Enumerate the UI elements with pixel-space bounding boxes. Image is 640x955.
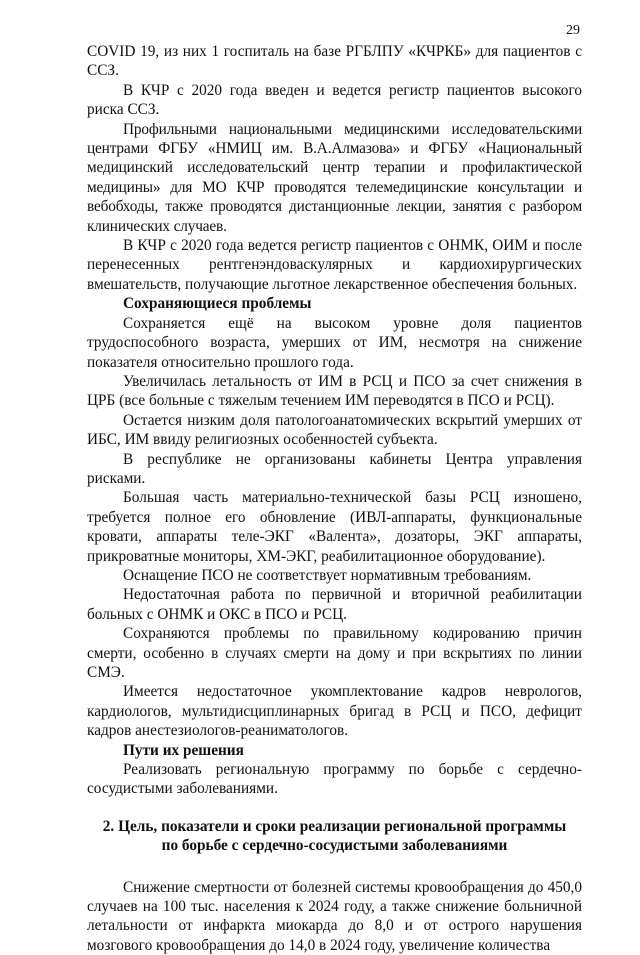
section-title-line: по борьбе с сердечно-сосудистыми заболеваниями: [161, 837, 508, 855]
page-number: 29: [566, 23, 580, 38]
solutions-heading: Пути их решения: [123, 741, 244, 759]
problems-heading: Сохраняющиеся проблемы: [123, 295, 312, 313]
section-paragraph: Снижение смертности от болезней системы кровообращения до 450,0 случаев на 100 тыс. населения к 2024 году, а также снижение больничной летальности от инфаркта миокарда до 8,0 и от острого нарушения мозгового кровообращения до 14,0 в 2024 году, увеличение количества: [87, 878, 582, 954]
problem-paragraph: Имеется недостаточное укомплектование кадров неврологов, кардиологов, мультидисциплинарных бригад в РСЦ и ПСО, дефицит кадров анестезиологов-реаниматологов.: [87, 683, 582, 740]
problem-paragraph: Остается низким доля патологоанатомических вскрытий умерших от ИБС, ИМ ввиду религиозных особенностей субъекта.: [87, 411, 582, 449]
paragraph: Профильными национальными медицинскими исследовательскими центрами ФГБУ «НМИЦ им. В.А.Алмазова» и ФГБУ «Национальный медицинский исследовательский центр терапии и профилактической медицины» для МО КЧР проводятся телемедицинские консультации и вебобходы, также проводятся дистанционные лекции, занятия с разбором клинических случаев.: [87, 120, 582, 235]
problem-paragraph: Увеличилась летальность от ИМ в РСЦ и ПСО за счет снижения в ЦРБ (все больные с тяжелым течением ИМ переводятся в ПСО и РСЦ).: [87, 372, 582, 410]
paragraph: В КЧР с 2020 года ведется регистр пациентов с ОНМК, ОИМ и после перенесенных рентгенэндоваскулярных и кардиохирургических вмешательств, получающие льготное лекарственное обеспечения больных.: [87, 237, 582, 293]
solution-paragraph: Реализовать региональную программу по борьбе с сердечно-сосудистыми заболеваниями.: [87, 761, 582, 798]
section-title-line: 2. Цель, показатели и сроки реализации региональной программы: [102, 817, 567, 835]
paragraph: В КЧР с 2020 года введен и ведется регистр пациентов высокого риска ССЗ.: [87, 81, 582, 119]
problem-paragraph: Сохраняется ещё на высоком уровне доля пациентов трудоспособного возраста, умерших от ИМ, несмотря на снижение показателя относительно прошлого года.: [87, 314, 582, 371]
problem-paragraph: Недостаточная работа по первичной и вторичной реабилитации больных с ОНМК и ОКС в ПСО и РСЦ.: [87, 586, 582, 623]
document-body: [87, 42, 582, 955]
problem-paragraph: Оснащение ПСО не соответствует нормативным требованиям.: [123, 566, 532, 584]
problem-paragraph: Большая часть материально-технической базы РСЦ изношено, требуется полное его обновление (ИВЛ-аппараты, функциональные кровати, аппараты теле-ЭКГ «Валента», дозаторы, ЭКГ аппараты, прикроватные мониторы, ХМ-ЭКГ, реабилитационное оборудование).: [87, 489, 582, 565]
section-title: [87, 817, 582, 856]
paragraph: COVID 19, из них 1 госпиталь на базе РГБЛПУ «КЧРКБ» для пациентов с ССЗ.: [87, 43, 582, 80]
problem-paragraph: В республике не организованы кабинеты Центра управления рисками.: [87, 450, 582, 487]
problem-paragraph: Сохраняются проблемы по правильному кодированию причин смерти, особенно в случаях смерти на дому и при вскрытиях по линии СМЭ.: [87, 625, 582, 681]
